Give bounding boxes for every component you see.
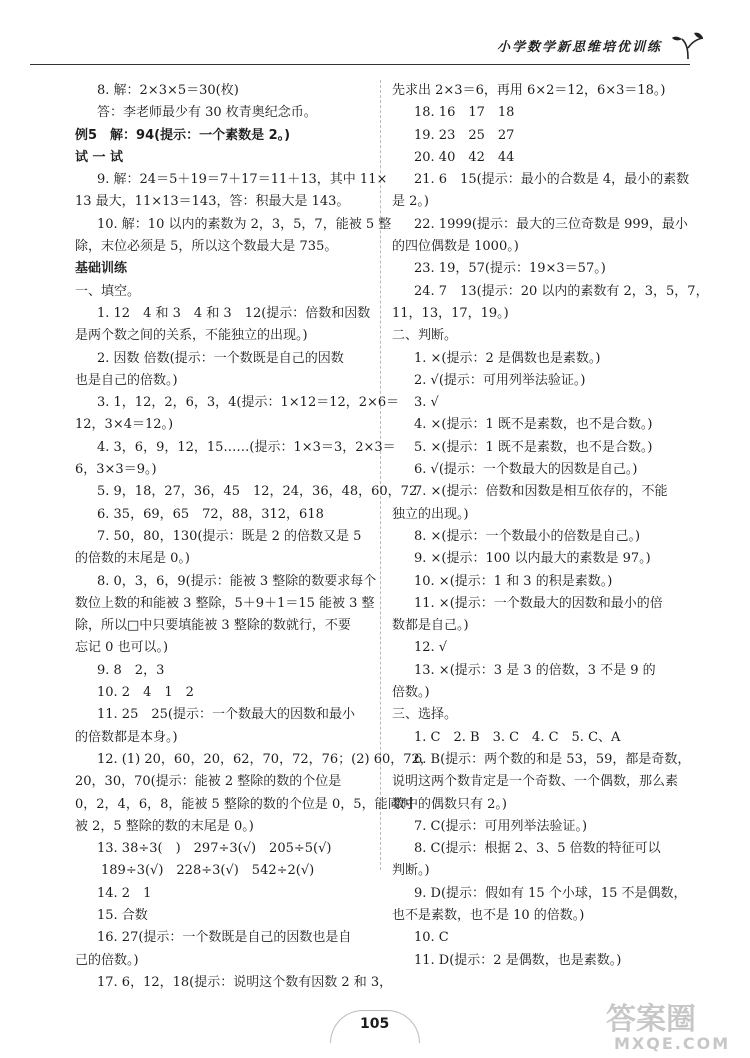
answer-line: 的倍数的末尾是 0。) — [75, 551, 190, 567]
answer-line: 的倍数都是本身。) — [75, 729, 178, 745]
answer-line: 23. 19，57(提示：19×3＝57。) — [414, 261, 606, 277]
answer-line: 是两个数之间的关系，不能独立的出现。) — [75, 328, 308, 344]
answer-line: 6. √(提示：一个数最大的因数是自己。) — [414, 462, 638, 478]
answer-line: 9. ×(提示：100 以内最大的素数是 97。) — [414, 551, 651, 567]
answer-line: 独立的出现。) — [392, 506, 469, 522]
answer-line: 2. 因数 倍数(提示：一个数既是自己的因数 — [97, 350, 344, 366]
answer-line: 1. C 2. B 3. C 4. C 5. C、A — [414, 729, 621, 745]
answer-line: 答：李老师最少有 30 枚青奥纪念币。 — [97, 105, 317, 121]
answer-line: 12. (1) 20，60，20，62，70，72，76；(2) 60，72， — [97, 751, 433, 767]
answer-line: 6. 35，69，65 72，88，312，618 — [97, 506, 324, 522]
sprout-icon — [670, 30, 706, 60]
answer-line: 先求出 2×3＝6，再用 6×2＝12，6×3＝18。) — [392, 83, 666, 98]
svg-text:答案圈: 答案圈 — [606, 1002, 696, 1037]
answer-line: 是 2。) — [392, 194, 429, 210]
answer-line: 基础训练 — [75, 261, 128, 277]
watermark-logo — [600, 995, 740, 1053]
answer-line: 也是自己的倍数。) — [75, 372, 178, 388]
answer-line: 三、选择。 — [392, 707, 458, 723]
answer-line: 10. 解：10 以内的素数为 2，3，5，7，能被 5 整 — [97, 216, 392, 232]
answer-line: 5. ×(提示：1 既不是素数，也不是合数。) — [414, 439, 653, 455]
answer-line: 11. D(提示：2 是偶数，也是素数。) — [414, 952, 622, 968]
answer-line: 9. 8 2，3 — [97, 662, 165, 678]
answer-line: 己的倍数。) — [75, 952, 139, 968]
answer-line: 4. ×(提示：1 既不是素数，也不是合数。) — [414, 417, 653, 433]
answer-line: 14. 2 1 — [97, 885, 152, 901]
answer-line: 8. 解：2×3×5＝30(枚) — [97, 83, 239, 98]
answer-line: 数都是自己。) — [392, 618, 469, 634]
answer-line: 24. 7 13(提示：20 以内的素数有 2，3，5，7， — [414, 283, 709, 299]
answer-line: 11. 25 25(提示：一个数最大的因数和最小 — [97, 707, 355, 723]
answer-line: 10. 2 4 1 2 — [97, 685, 194, 701]
answer-line: 8. 0，3，6，9(提示：能被 3 整除的数要求每个 — [97, 573, 377, 589]
answer-line: 除，末位必须是 5，所以这个数最大是 735。 — [75, 239, 338, 255]
answer-line: 2. √(提示：可用列举法验证。) — [414, 372, 586, 388]
answer-line: 7. 50，80，130(提示：既是 2 的倍数又是 5 — [97, 528, 362, 544]
header-title: 小学数学新思维培优训练 — [496, 40, 662, 55]
answer-line: 一、填空。 — [75, 283, 141, 299]
answer-line: 忘记 0 也可以。) — [75, 640, 169, 656]
answer-line: 数中的偶数只有 2。) — [392, 796, 507, 812]
answer-line: 的四位偶数是 1000。) — [392, 239, 519, 255]
answer-line: 16. 27(提示：一个数既是自己的因数也是自 — [97, 930, 352, 946]
answer-line: 6. B(提示：两个数的和是 53，59，都是奇数， — [414, 751, 691, 767]
answer-line: 倍数。) — [392, 685, 430, 701]
answer-line: 试 一 试 — [75, 149, 124, 165]
answer-line: 判断。) — [392, 863, 430, 879]
answer-line: 10. C — [414, 930, 449, 946]
answer-line: 20，30，70(提示：能被 2 整除的数的个位是 — [75, 774, 342, 790]
answer-line: 13. ×(提示：3 是 3 的倍数，3 不是 9 的 — [414, 662, 656, 678]
page-number: 105 — [360, 1016, 390, 1032]
answer-line: 7. C(提示：可用列举法验证。) — [414, 818, 588, 834]
answer-line: 二、判断。 — [392, 328, 458, 344]
answer-line: 189÷3(√) 228÷3(√) 542÷2(√) — [101, 863, 315, 879]
answer-line: 17. 6，12，18(提示：说明这个数有因数 2 和 3， — [97, 974, 393, 990]
answer-line: 说明这两个数肯定是一个奇数、一个偶数，那么素 — [392, 774, 679, 790]
answer-line: 15. 合数 — [97, 907, 148, 923]
answer-line: 8. ×(提示：一个数最小的倍数是自己。) — [414, 528, 641, 544]
answer-line: 3. √ — [414, 395, 439, 411]
answer-line: 18. 16 17 18 — [414, 105, 515, 121]
answer-line: 8. C(提示：根据 2、3、5 倍数的特征可以 — [414, 841, 661, 857]
answer-line: 0，2，4，6，8，能被 5 整除的数的个位是 0，5，能同时 — [75, 796, 414, 812]
answer-line: 也不是素数，也不是 10 的倍数。) — [392, 907, 585, 923]
answer-line: 11，13，17，19。) — [392, 305, 509, 321]
answer-line: 9. D(提示：假如有 15 个小球，15 不是偶数， — [414, 885, 687, 901]
answer-line: 被 2，5 整除的数的末尾是 0。) — [75, 818, 254, 834]
answer-column-right — [392, 80, 709, 972]
answer-line: 22. 1999(提示：最大的三位奇数是 999，最小 — [414, 216, 688, 232]
answer-line: 13 最大，11×13＝143，答：积最大是 143。 — [75, 194, 350, 210]
answer-line: 1. ×(提示：2 是偶数也是素数。) — [414, 350, 601, 366]
answer-line: 除，所以□中只要填能被 3 整除的数就行，不要 — [75, 618, 351, 634]
answer-line: 7. ×(提示：倍数和因数是相互依存的，不能 — [414, 484, 668, 500]
answer-line: 19. 23 25 27 — [414, 127, 515, 143]
answer-line: 1. 12 4 和 3 4 和 3 12(提示：倍数和因数 — [97, 305, 371, 321]
answer-line: 21. 6 15(提示：最小的合数是 4，最小的素数 — [414, 172, 690, 188]
answer-line: 5. 9，18，27，36，45 12，24，36，48，60，72 — [97, 484, 418, 500]
page-header — [30, 30, 720, 68]
answer-line: 4. 3，6，9，12，15……(提示：1×3＝3，2×3＝ — [97, 439, 396, 455]
header-rule — [30, 64, 690, 65]
answer-line: 12. √ — [414, 640, 448, 656]
svg-text:MXQE.COM: MXQE.COM — [614, 1034, 731, 1053]
answer-line: 11. ×(提示：一个数最大的因数和最小的倍 — [414, 595, 663, 611]
answer-line: 13. 38÷3( ) 297÷3(√) 205÷5(√) — [97, 841, 332, 857]
answer-line: 12，3×4＝12。) — [75, 417, 174, 433]
answer-line: 9. 解：24＝5＋19＝7＋17＝11＋13，其中 11× — [97, 172, 388, 188]
answer-line: 3. 1，12，2，6，3，4(提示：1×12＝12，2×6＝ — [97, 395, 400, 411]
answer-line: 6，3×3＝9。) — [75, 462, 157, 478]
answer-line: 数位上数的和能被 3 整除，5＋9＋1＝15 能被 3 整 — [75, 595, 375, 611]
answer-line: 20. 40 42 44 — [414, 149, 515, 165]
answer-line: 例5 解：94(提示：一个素数是 2。) — [75, 127, 291, 143]
answer-line: 10. ×(提示：1 和 3 的积是素数。) — [414, 573, 613, 589]
